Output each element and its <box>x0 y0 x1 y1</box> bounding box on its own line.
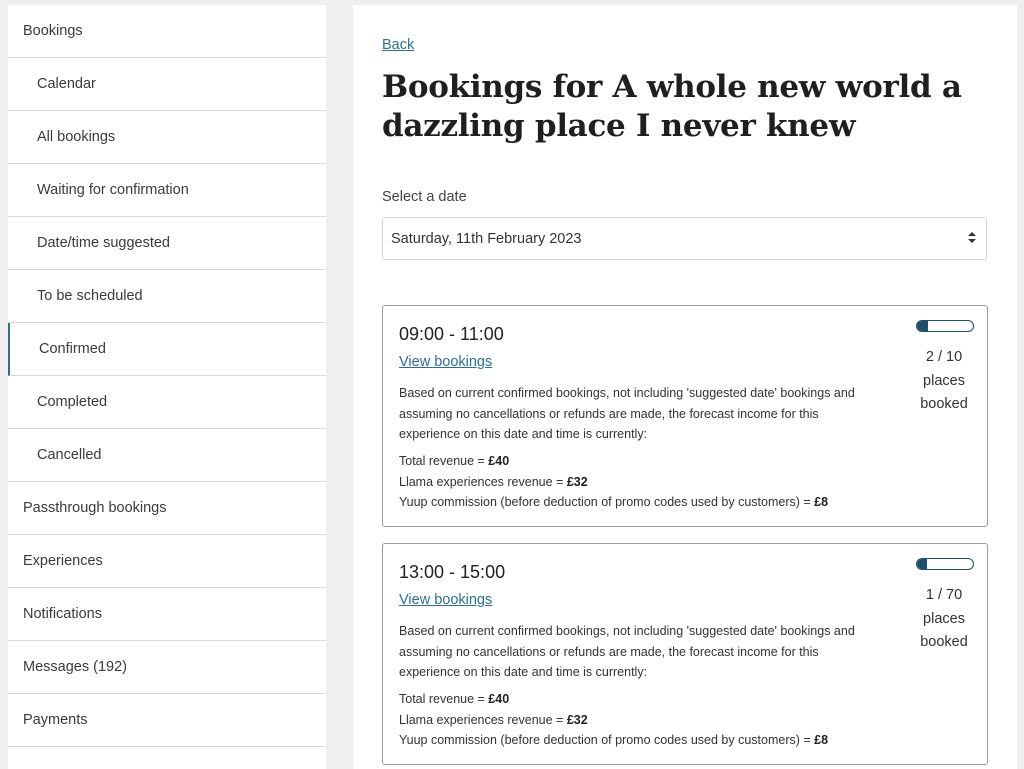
sidebar-item-payments[interactable]: Payments <box>8 694 326 747</box>
sidebar-item-cancelled[interactable]: Cancelled <box>8 429 326 482</box>
time-slot-card <box>382 543 988 765</box>
llama-revenue: Llama experiences revenue = £32 <box>399 474 588 489</box>
sidebar-item-passthrough-bookings[interactable]: Passthrough bookings <box>8 482 326 535</box>
sidebar-item-all-bookings[interactable]: All bookings <box>8 111 326 164</box>
sidebar-item-bookings[interactable]: Bookings <box>8 5 326 58</box>
slot-time: 09:00 - 11:00 <box>399 324 504 344</box>
sidebar-item-date-time-suggested[interactable]: Date/time suggested <box>8 217 326 270</box>
sidebar-item-confirmed[interactable]: Confirmed <box>8 323 326 376</box>
sidebar-item-messages[interactable]: Messages (192) <box>8 641 326 694</box>
revenue-breakdown <box>399 689 828 751</box>
places-booked: 2 / 10 places booked <box>920 349 968 412</box>
date-select-label: Select a date <box>382 189 467 205</box>
slot-time: 13:00 - 15:00 <box>399 562 506 582</box>
places-progress-fill <box>917 559 927 569</box>
places-progress-fill <box>917 321 928 331</box>
main-content <box>353 5 1017 769</box>
sidebar-item-calendar[interactable]: Calendar <box>8 58 326 111</box>
sidebar <box>8 5 326 769</box>
view-bookings-link[interactable]: View bookings <box>399 592 493 608</box>
time-slot-card <box>382 305 988 527</box>
sidebar-item-completed[interactable]: Completed <box>8 376 326 429</box>
places-progress-bar <box>916 558 974 570</box>
sort-arrows-icon <box>968 232 976 243</box>
view-bookings-link[interactable]: View bookings <box>399 354 493 370</box>
places-booked: 1 / 70 places booked <box>920 587 968 650</box>
sidebar-item-experiences[interactable]: Experiences <box>8 535 326 588</box>
revenue-breakdown <box>399 451 828 513</box>
sidebar-item-notifications[interactable]: Notifications <box>8 588 326 641</box>
back-link[interactable]: Back <box>382 37 415 53</box>
date-select[interactable] <box>382 217 987 260</box>
forecast-text: Based on current confirmed bookings, not including 'suggested date' bookings and assuming no cancellations or refunds are made, the forecast income for this experience on this date and time is currently: <box>399 386 855 441</box>
llama-revenue: Llama experiences revenue = £32 <box>399 712 588 727</box>
yuup-commission: Yuup commission (before deduction of promo codes used by customers) = £8 <box>399 495 829 509</box>
total-revenue: Total revenue = £40 <box>399 454 510 468</box>
page-title: Bookings for A whole new world a dazzling place I never knew <box>382 69 962 144</box>
yuup-commission: Yuup commission (before deduction of promo codes used by customers) = £8 <box>399 733 829 747</box>
sidebar-item-to-be-scheduled[interactable]: To be scheduled <box>8 270 326 323</box>
forecast-text: Based on current confirmed bookings, not including 'suggested date' bookings and assuming no cancellations or refunds are made, the forecast income for this experience on this date and time is currently: <box>399 624 855 679</box>
date-select-value: Saturday, 11th February 2023 <box>391 230 582 247</box>
places-progress-bar <box>916 320 974 332</box>
total-revenue: Total revenue = £40 <box>399 692 510 706</box>
sidebar-item-waiting-for-confirmation[interactable]: Waiting for confirmation <box>8 164 326 217</box>
